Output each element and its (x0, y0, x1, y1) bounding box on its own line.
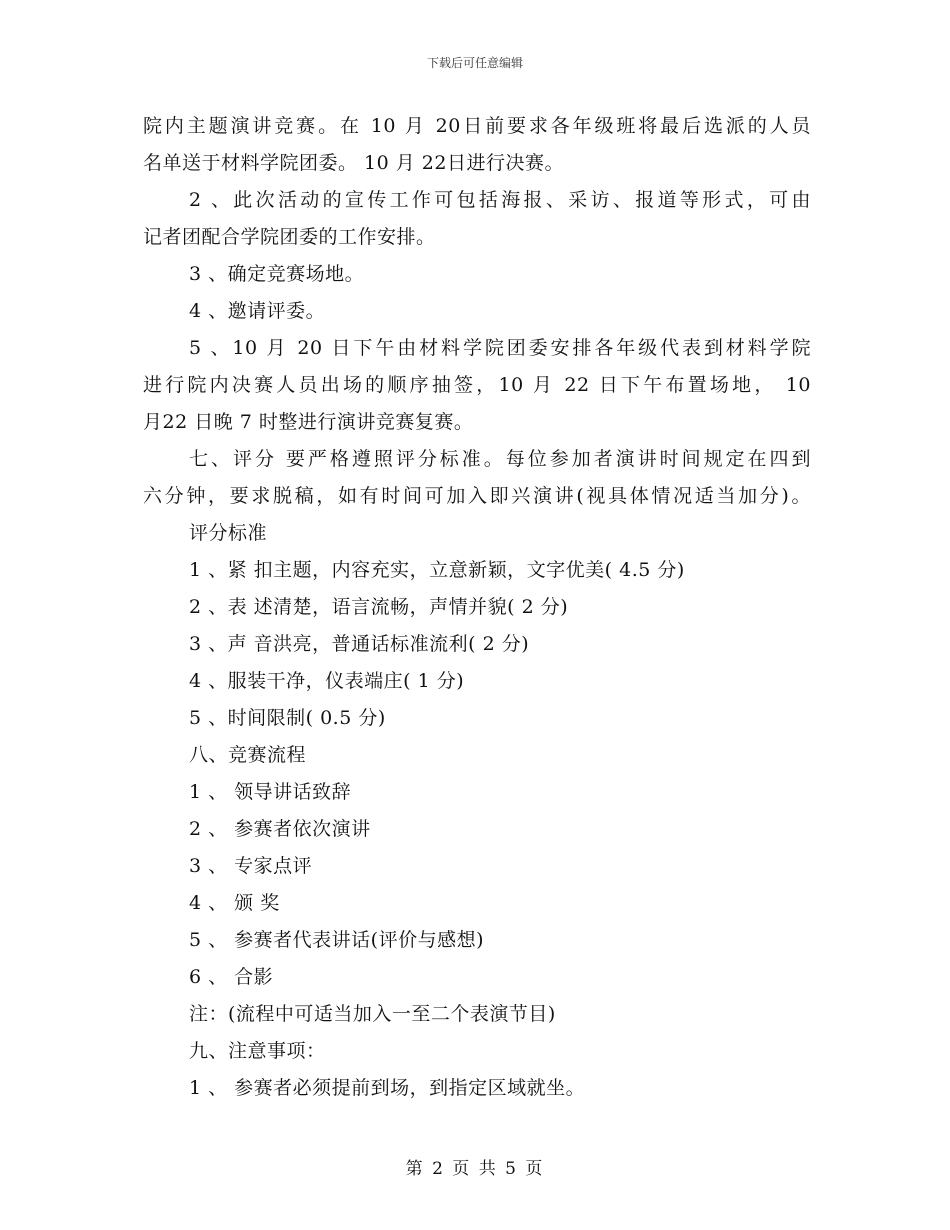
list-item: 4 、服装干净，仪表端庄( 1 分) (189, 670, 465, 692)
text-line: 院内主题演讲竞赛。在 10 月 20日前要求各年级班将最后选派的人员 (143, 115, 811, 137)
list-item: 3 、声 音洪亮，普通话标准流利( 2 分) (189, 633, 530, 655)
list-item: 1 、紧 扣主题，内容充实，立意新颖，文字优美( 4.5 分) (189, 559, 685, 581)
text-line: 记者团配合学院团委的工作安排。 (143, 226, 436, 248)
page-footer: 第 2 页 共 5 页 (405, 1159, 545, 1179)
page-header: 下载后可任意编辑 (426, 56, 523, 70)
list-item: 3 、 专家点评 (189, 855, 313, 877)
section-label: 评分标准 (189, 522, 268, 544)
list-item: 2 、表 述清楚，语言流畅，声情并貌( 2 分) (189, 596, 569, 618)
section-heading: 八、竞赛流程 (189, 744, 307, 766)
section-heading: 九、注意事项： (189, 1040, 326, 1062)
list-item: 1 、 参赛者必须提前到场，到指定区域就坐。 (189, 1077, 586, 1099)
text-line: 名单送于材料学院团委。 10 月 22日进行决赛。 (143, 152, 564, 174)
list-item: 5 、 参赛者代表讲话(评价与感想) (189, 929, 484, 951)
list-item: 2 、 参赛者依次演讲 (189, 818, 371, 840)
list-item: 6 、 合影 (189, 966, 274, 988)
note-line: 注：(流程中可适当加入一至二个表演节目) (189, 1003, 556, 1025)
list-item: 1 、 领导讲话致辞 (189, 781, 352, 803)
document-body (143, 108, 811, 1107)
text-line: 七、评分 要严格遵照评分标准。每位参加者演讲时间规定在四到 (189, 448, 811, 470)
text-line: 六分钟，要求脱稿，如有时间可加入即兴演讲(视具体情况适当加分)。 (143, 485, 811, 507)
list-item: 4 、 颁 奖 (189, 892, 280, 914)
text-line: 5 、10 月 20 日下午由材料学院团委安排各年级代表到材料学院 (189, 337, 811, 359)
text-line: 进行院内决赛人员出场的顺序抽签，10 月 22 日下午布置场地， 10 (143, 374, 811, 396)
text-line: 2 、此次活动的宣传工作可包括海报、采访、报道等形式，可由 (189, 189, 811, 211)
text-line: 4 、邀请评委。 (189, 300, 326, 322)
text-line: 月22 日晚 7 时整进行演讲竞赛复赛。 (143, 411, 474, 433)
text-line: 3 、确定竞赛场地。 (189, 263, 365, 285)
list-item: 5 、时间限制( 0.5 分) (189, 707, 386, 729)
